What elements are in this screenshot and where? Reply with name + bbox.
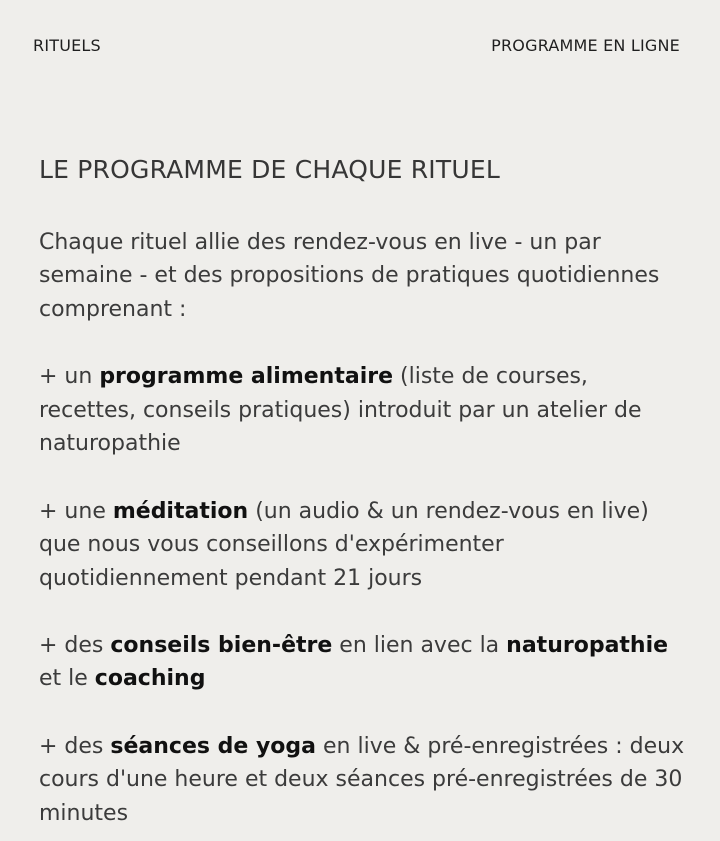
list-item [39, 495, 689, 595]
item-highlight: programme alimentaire [99, 364, 394, 390]
item-middle-2: et le [39, 666, 95, 692]
item-prefix: + des [39, 733, 111, 759]
header-right-label: PROGRAMME EN LIGNE [491, 36, 680, 55]
item-suffix: (liste de courses, recettes, conseils pratiques) introduit par un atelier de naturopathie [39, 364, 642, 457]
item-middle: en lien avec la [339, 632, 507, 658]
intro-paragraph: Chaque rituel allie des rendez-vous en live - un par semaine - et des propositions de pratiques quotidiennes comprenant : [39, 230, 660, 322]
item-suffix: en live & pré-enregistrées : deux cours d'une heure et deux séances pré-enregistrées de 30 minutes [39, 733, 685, 826]
item-suffix: (un audio & un rendez-vous en live) que nous vous conseillons d'expérimenter quotidiennement pendant 21 jours [39, 498, 649, 591]
item-highlight-2: naturopathie [506, 632, 669, 658]
page-title: LE PROGRAMME DE CHAQUE RITUEL [39, 155, 500, 184]
header-left-label: RITUELS [33, 36, 101, 55]
item-highlight-3: coaching [94, 666, 206, 692]
item-highlight: conseils bien-être [110, 632, 333, 658]
item-highlight: méditation [112, 498, 249, 524]
list-item [39, 360, 689, 460]
main-content [39, 155, 689, 830]
item-prefix: + un [39, 364, 100, 390]
item-prefix: + une [39, 498, 113, 524]
item-highlight: séances de yoga [110, 733, 317, 759]
item-prefix: + des [39, 632, 111, 658]
list-item [39, 629, 689, 696]
list-item [39, 730, 689, 830]
